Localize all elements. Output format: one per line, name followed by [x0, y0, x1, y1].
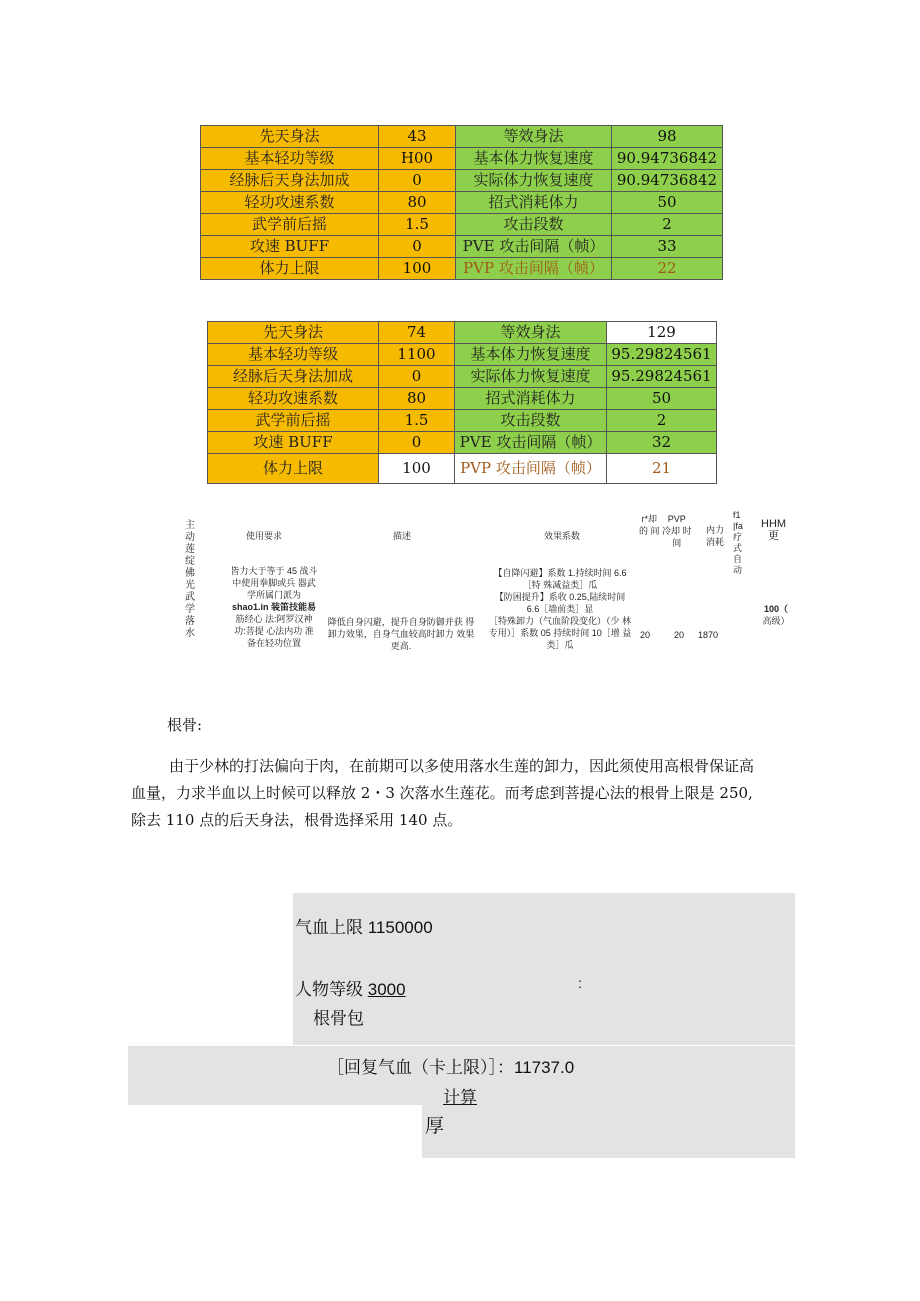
effect-line: ［特殊卸力（气血阶段变化）（少 林 [488, 616, 631, 626]
table-row [201, 170, 723, 192]
stat-value: 100 [379, 258, 456, 280]
effect-line: ［特 殊减益类］瓜 [522, 580, 598, 590]
level-field[interactable] [295, 975, 406, 1000]
description-line: 更高. [390, 641, 412, 651]
table-row [208, 366, 717, 388]
stat-label: 轻功攻速系数 [201, 192, 379, 214]
stat-value: 129 [607, 322, 717, 344]
stat-value: 80 [379, 192, 456, 214]
description-cell [322, 616, 480, 652]
description-line: 降低自身闪避，提升自身防御并获 得 [327, 617, 475, 627]
stat-value: H00 [379, 148, 456, 170]
stat-label: 攻速 BUFF [201, 236, 379, 258]
effect-line: 【防困提升】系收 0.25,陆续时间 [494, 592, 626, 602]
stat-label: 基本体力恢复速度 [456, 148, 612, 170]
stat-label: PVE 攻击间隔（帧） [456, 236, 612, 258]
stat-label: 基本轻功等级 [201, 148, 379, 170]
stat-label: 体力上限 [201, 258, 379, 280]
effect-line: 6.6［墙前类］显 [526, 604, 594, 614]
stat-value: 100 [379, 454, 455, 484]
table-row [208, 432, 717, 454]
table-row [208, 388, 717, 410]
requirement-line: 皆力大于等于 45 战斗 [230, 566, 318, 576]
effect-cell [480, 567, 640, 651]
stat-label: 武学前后摇 [201, 214, 379, 236]
effect-line: 类］瓜 [546, 640, 574, 650]
stat-label: 先天身法 [208, 322, 379, 344]
stat-label: 等效身法 [456, 126, 612, 148]
requirement-line: 学所属门派为 [246, 590, 301, 600]
stat-label: 先天身法 [201, 126, 379, 148]
stat-value: 74 [379, 322, 455, 344]
stat-value: 0 [379, 366, 455, 388]
table-row [208, 410, 717, 432]
table-row [201, 236, 723, 258]
effect-line: 【自降闪避】系数 1.持续时间 6.6 [493, 568, 627, 578]
stat-label: PVE 攻击间隔（帧） [455, 432, 607, 454]
effect-line: 专用）］系数 05 持续时间 10［增 益 [488, 628, 632, 638]
header-upgrade: HHM 更 [761, 518, 787, 542]
upgrade-line: 100（ [763, 604, 789, 614]
header-requirement: 使用要求 [246, 531, 283, 541]
header-mana: 内力 消耗 [706, 525, 725, 547]
calculate-button[interactable]: 计算 [443, 1088, 477, 1107]
stat-label: 基本轻功等级 [208, 344, 379, 366]
stat-value: 0 [379, 432, 455, 454]
stat-value: 1.5 [379, 410, 455, 432]
table-row [208, 454, 717, 484]
body-paragraph: 由于少林的打法偏向于肉，在前期可以多使用落水生莲的卸力，因此须使用高根骨保证高血量，力求半血以上时候可以释放 2・3 次落水生莲花。而考虑到菩提心法的根骨上限是 250,除去 110 点的后天身法，根骨选择采用 140 点。 [131, 757, 755, 829]
cooldown-value: 20 [640, 630, 651, 640]
stat-value: 98 [612, 126, 723, 148]
stats-table-1 [200, 125, 723, 280]
table-row [208, 344, 717, 366]
calc-panel-bottom [422, 1105, 795, 1158]
stat-value: 95.29824561 [607, 344, 717, 366]
stat-value: 2 [612, 214, 723, 236]
table-row [201, 148, 723, 170]
thick-label: 厚 [425, 1115, 445, 1137]
stat-label: 招式消耗体力 [456, 192, 612, 214]
stat-label: PVP 攻击间隔（帧） [455, 454, 607, 484]
requirement-cell [222, 565, 326, 649]
stat-label: 武学前后摇 [208, 410, 379, 432]
hp-limit-label: 气血上限 1150000 [295, 918, 433, 937]
header-extra: f1 |fa 疗式自动 [733, 510, 743, 575]
stat-value: 21 [607, 454, 717, 484]
stat-label: 攻击段数 [455, 410, 607, 432]
stat-value: 43 [379, 126, 456, 148]
stat-label: 轻功攻速系数 [208, 388, 379, 410]
bone-label: 根骨包 [313, 1009, 364, 1028]
stat-value: 80 [379, 388, 455, 410]
pvp-cooldown-value: 20 [674, 630, 685, 640]
stat-value: 95.29824561 [607, 366, 717, 388]
stat-label: 经脉后天身法加成 [201, 170, 379, 192]
stat-value: 90.94736842 [612, 170, 723, 192]
stat-label: 等效身法 [455, 322, 607, 344]
stat-value: 33 [612, 236, 723, 258]
stat-label: 实际体力恢复速度 [455, 366, 607, 388]
section-heading: 根骨: [167, 716, 203, 734]
requirement-line: shao1.in 装笛技能易 [231, 602, 316, 612]
requirement-line: 备在轻功位置 [246, 638, 301, 648]
upgrade-line: 高级） [762, 616, 790, 626]
stat-value: 32 [607, 432, 717, 454]
description-line: 卸力效果，自身气血较高时卸力 效果 [327, 629, 475, 639]
table-row [208, 322, 717, 344]
level-label: 人物等级 [295, 980, 368, 999]
stat-label: 基本体力恢复速度 [455, 344, 607, 366]
skill-side-title: 主动莲绽佛光 武学 落水 [185, 520, 195, 639]
table-row [201, 214, 723, 236]
table-row [201, 258, 723, 280]
stat-label: 经脉后天身法加成 [208, 366, 379, 388]
recover-hp-label: ［回复气血（卡上限）］：11737.0 [327, 1058, 575, 1077]
requirement-line: 筋经心 法:阿罗汉神 [235, 614, 313, 624]
requirement-line: 功:菩提 心法内功 准 [234, 626, 314, 636]
table-row [201, 192, 723, 214]
table-row [201, 126, 723, 148]
header-pvp-cooldown: PVP 冷却 时 间 [662, 514, 692, 548]
stat-value: 50 [612, 192, 723, 214]
stat-value: 2 [607, 410, 717, 432]
stat-label: 实际体力恢复速度 [456, 170, 612, 192]
stat-value: 1100 [379, 344, 455, 366]
stats-table-2 [207, 321, 717, 484]
stat-value: 22 [612, 258, 723, 280]
level-colon: : [578, 975, 582, 991]
level-input[interactable]: 3000 [367, 980, 406, 999]
stat-label: 攻击段数 [456, 214, 612, 236]
header-cooldown: r*却 的 间 [639, 514, 660, 536]
stat-value: 50 [607, 388, 717, 410]
upgrade-value [758, 603, 794, 627]
stat-label: 招式消耗体力 [455, 388, 607, 410]
header-effect: 效果系数 [544, 531, 581, 541]
stat-label: PVP 攻击间隔（帧） [456, 258, 612, 280]
stat-value: 90.94736842 [612, 148, 723, 170]
stat-value: 1.5 [379, 214, 456, 236]
stat-label: 体力上限 [208, 454, 379, 484]
requirement-line: 中使用拳脚或兵 器武 [232, 578, 316, 588]
stat-label: 攻速 BUFF [208, 432, 379, 454]
header-description: 描述 [393, 531, 412, 541]
mana-value: 1870 [698, 630, 719, 640]
stat-value: 0 [379, 170, 456, 192]
stat-value: 0 [379, 236, 456, 258]
